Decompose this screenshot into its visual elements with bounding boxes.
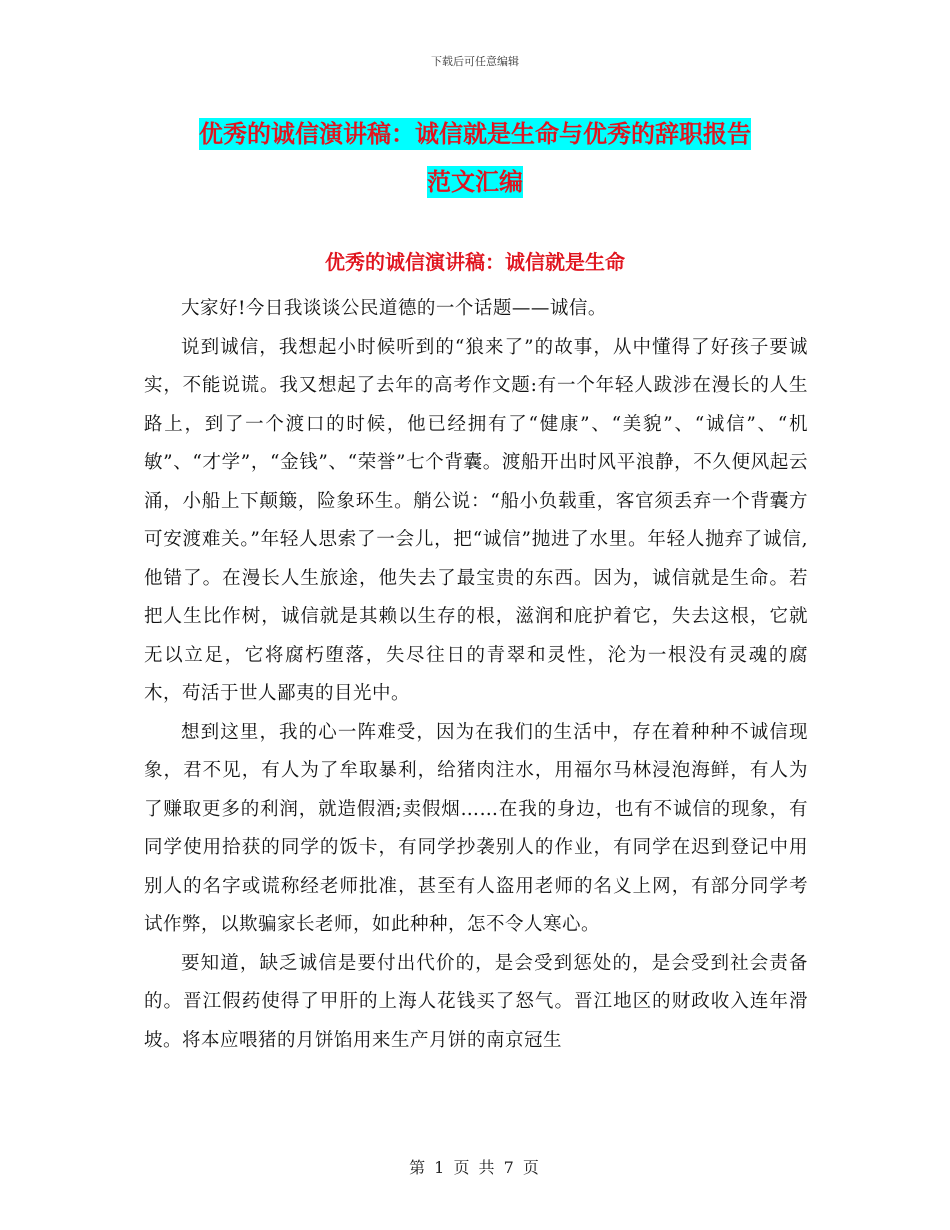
header-note: 下载后可任意编辑 (431, 55, 519, 68)
paragraph: 要知道，缺乏诚信是要付出代价的，是会受到惩处的，是会受到社会责备的。晋江假药使得了甲肝的上海人花钱买了怒气。晋江地区的财政收入连年滑坡。将本应喂猪的月饼馅用来生产月饼的南京冠生 (144, 952, 808, 1051)
document-title (0, 110, 950, 206)
page-footer: 第 1 页 共 7 页 (409, 1158, 541, 1177)
document-title-line1: 优秀的诚信演讲稿：诚信就是生命与优秀的辞职报告 (199, 120, 751, 148)
paragraph: 想到这里，我的心一阵难受，因为在我们的生活中，存在着种种不诚信现象，君不见，有人为了牟取暴利，给猪肉注水，用福尔马林浸泡海鲜，有人为了赚取更多的利润，就造假酒;卖假烟……在我的身边，也有不诚信的现象，有同学使用拾获的同学的饭卡，有同学抄袭别人的作业，有同学在迟到登记中用别人的名字或谎称经老师批准，甚至有人盗用老师的名义上网，有部分同学考试作弊，以欺骗家长老师，如此种种，怎不令人寒心。 (144, 721, 808, 935)
document-title-line2: 范文汇编 (427, 168, 523, 196)
paragraph: 说到诚信，我想起小时候听到的“狼来了”的故事，从中懂得了好孩子要诚实，不能说谎。我又想起了去年的高考作文题:有一个年轻人跋涉在漫长的人生路上，到了一个渡口的时候，他已经拥有了“健康”、“美貌”、“诚信”、“机敏”、“才学”，“金钱”、“荣誉”七个背囊。渡船开出时风平浪静，不久便风起云涌，小船上下颠簸，险象环生。艄公说：“船小负载重，客官须丢弃一个背囊方可安渡难关。”年轻人思索了一会儿，把“诚信”抛进了水里。年轻人抛弃了诚信,他错了。在漫长人生旅途，他失去了最宝贵的东西。因为，诚信就是生命。若把人生比作树，诚信就是其赖以生存的根，滋润和庇护着它，失去这根，它就无以立足，它将腐朽堕落，失尽往日的青翠和灵性，沦为一根没有灵魂的腐木，苟活于世人鄙夷的目光中。 (144, 336, 808, 704)
paragraph: 大家好!今日我谈谈公民道德的一个话题——诚信。 (181, 298, 607, 319)
section-title: 优秀的诚信演讲稿：诚信就是生命 (325, 250, 625, 274)
body-text (144, 290, 808, 1060)
